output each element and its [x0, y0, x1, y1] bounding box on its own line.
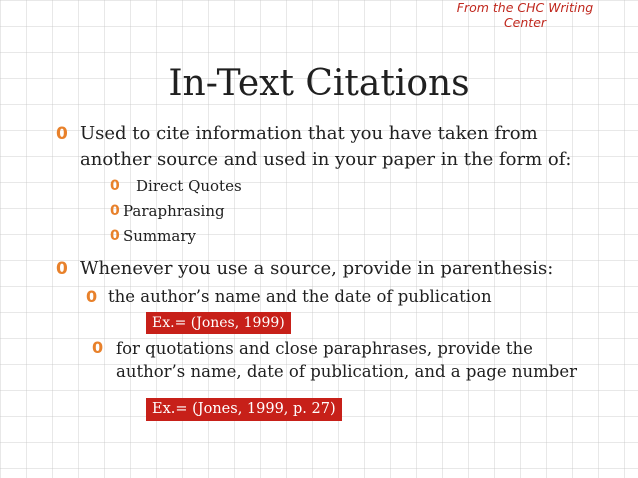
- sub-bullet-marker-quotes: 0: [110, 178, 120, 194]
- sub-bullet-marker-author-date: 0: [86, 287, 98, 306]
- slide-title: In-Text Citations: [168, 63, 470, 104]
- sub-item-summary: Summary: [123, 227, 196, 245]
- bullet-marker-1: 0: [56, 124, 68, 144]
- example-citation-basic: Ex.= (Jones, 1999): [146, 312, 291, 334]
- sub-bullet-marker-paraphrasing: 0: [110, 203, 120, 219]
- bullet-marker-2: 0: [56, 259, 68, 279]
- bullet-1-line-1: Used to cite information that you have taken from: [80, 123, 538, 144]
- sub-item-quotations-line-1: for quotations and close paraphrases, provide the: [116, 339, 533, 358]
- bullet-1-line-2: another source and used in your paper in the form of:: [80, 149, 572, 170]
- sub-item-author-date: the author’s name and the date of publication: [108, 287, 492, 306]
- sub-item-quotations-line-2: author’s name, date of publication, and a page number: [116, 362, 577, 381]
- bullet-2-line-1: Whenever you use a source, provide in parenthesis:: [80, 258, 554, 279]
- credit-note: From the CHC Writing Center: [456, 0, 594, 30]
- example-citation-page: Ex.= (Jones, 1999, p. 27): [146, 398, 342, 421]
- sub-item-direct-quotes: Direct Quotes: [136, 177, 242, 195]
- sub-item-paraphrasing: Paraphrasing: [123, 202, 225, 220]
- sub-bullet-marker-quotations: 0: [92, 338, 104, 357]
- sub-bullet-marker-summary: 0: [110, 228, 120, 244]
